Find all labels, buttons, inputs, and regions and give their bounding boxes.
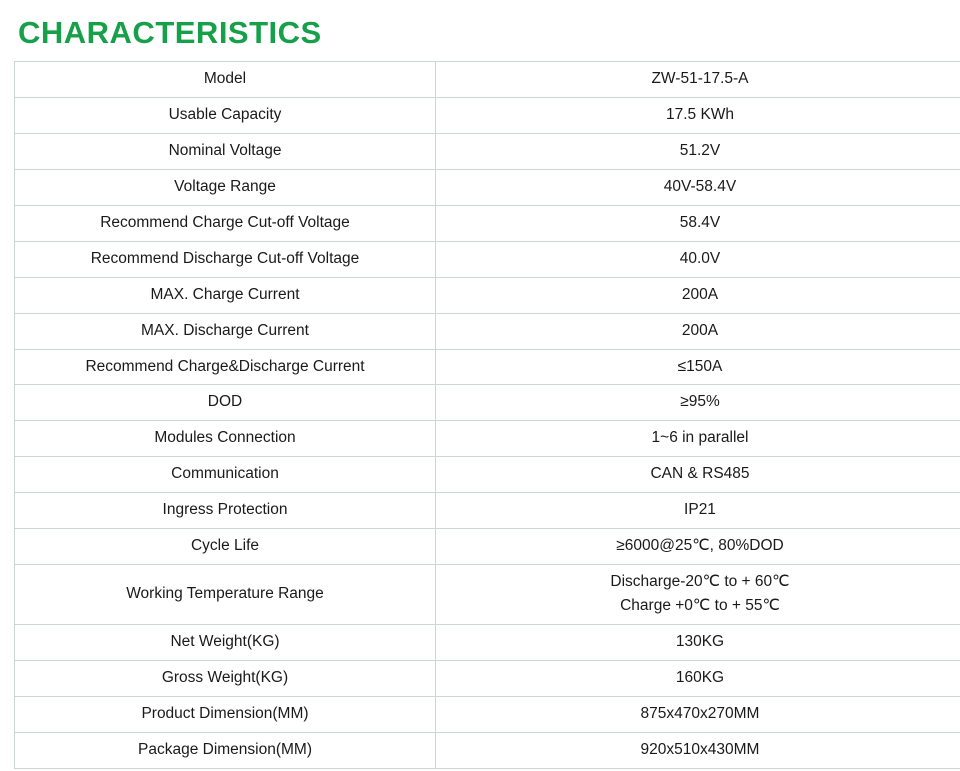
row-value-discharge-cutoff-voltage: 40.0V bbox=[436, 241, 960, 277]
row-label-communication: Communication bbox=[15, 457, 436, 493]
row-label-recommend-charge-discharge-current: Recommend Charge&Discharge Current bbox=[15, 349, 436, 385]
row-label-discharge-cutoff-voltage: Recommend Discharge Cut-off Voltage bbox=[15, 241, 436, 277]
row-value-model: ZW-51-17.5-A bbox=[436, 62, 960, 98]
row-value-recommend-charge-discharge-current: ≤150A bbox=[436, 349, 960, 385]
table-row bbox=[15, 98, 960, 134]
characteristics-table bbox=[14, 61, 960, 768]
temperature-discharge-line: Discharge-20℃ to + 60℃ bbox=[440, 572, 960, 593]
row-value-usable-capacity: 17.5 KWh bbox=[436, 98, 960, 134]
table-row bbox=[15, 624, 960, 660]
table-row bbox=[15, 313, 960, 349]
specification-page bbox=[0, 14, 960, 771]
row-label-modules-connection: Modules Connection bbox=[15, 421, 436, 457]
table-row bbox=[15, 421, 960, 457]
page-title: CHARACTERISTICS bbox=[18, 14, 946, 51]
row-value-dod: ≥95% bbox=[436, 385, 960, 421]
table-row bbox=[15, 241, 960, 277]
row-value-gross-weight: 160KG bbox=[436, 660, 960, 696]
row-value-voltage-range: 40V-58.4V bbox=[436, 169, 960, 205]
row-label-model: Model bbox=[15, 62, 436, 98]
row-label-ingress-protection: Ingress Protection bbox=[15, 493, 436, 529]
row-label-gross-weight: Gross Weight(KG) bbox=[15, 660, 436, 696]
row-value-max-charge-current: 200A bbox=[436, 277, 960, 313]
table-row bbox=[15, 565, 960, 625]
row-label-max-charge-current: MAX. Charge Current bbox=[15, 277, 436, 313]
table-row bbox=[15, 529, 960, 565]
row-value-nominal-voltage: 51.2V bbox=[436, 134, 960, 170]
table-row bbox=[15, 457, 960, 493]
row-value-net-weight: 130KG bbox=[436, 624, 960, 660]
table-row bbox=[15, 277, 960, 313]
table-row bbox=[15, 696, 960, 732]
temperature-charge-line: Charge +0℃ to + 55℃ bbox=[440, 596, 960, 617]
table-row bbox=[15, 349, 960, 385]
table-row bbox=[15, 385, 960, 421]
row-value-ingress-protection: IP21 bbox=[436, 493, 960, 529]
row-label-nominal-voltage: Nominal Voltage bbox=[15, 134, 436, 170]
row-value-cycle-life: ≥6000@25℃, 80%DOD bbox=[436, 529, 960, 565]
row-value-max-discharge-current: 200A bbox=[436, 313, 960, 349]
row-value-product-dimension: 875x470x270MM bbox=[436, 696, 960, 732]
row-value-charge-cutoff-voltage: 58.4V bbox=[436, 205, 960, 241]
row-label-dod: DOD bbox=[15, 385, 436, 421]
row-label-working-temperature-range: Working Temperature Range bbox=[15, 565, 436, 625]
row-label-package-dimension: Package Dimension(MM) bbox=[15, 732, 436, 768]
row-label-charge-cutoff-voltage: Recommend Charge Cut-off Voltage bbox=[15, 205, 436, 241]
table-row bbox=[15, 205, 960, 241]
table-row bbox=[15, 732, 960, 768]
row-label-net-weight: Net Weight(KG) bbox=[15, 624, 436, 660]
row-value-modules-connection: 1~6 in parallel bbox=[436, 421, 960, 457]
row-label-product-dimension: Product Dimension(MM) bbox=[15, 696, 436, 732]
table-row bbox=[15, 660, 960, 696]
row-label-max-discharge-current: MAX. Discharge Current bbox=[15, 313, 436, 349]
table-row bbox=[15, 169, 960, 205]
table-row bbox=[15, 134, 960, 170]
table-row bbox=[15, 493, 960, 529]
row-value-working-temperature-range bbox=[436, 565, 960, 625]
row-label-cycle-life: Cycle Life bbox=[15, 529, 436, 565]
row-label-voltage-range: Voltage Range bbox=[15, 169, 436, 205]
row-value-package-dimension: 920x510x430MM bbox=[436, 732, 960, 768]
row-value-communication: CAN & RS485 bbox=[436, 457, 960, 493]
row-label-usable-capacity: Usable Capacity bbox=[15, 98, 436, 134]
table-row bbox=[15, 62, 960, 98]
